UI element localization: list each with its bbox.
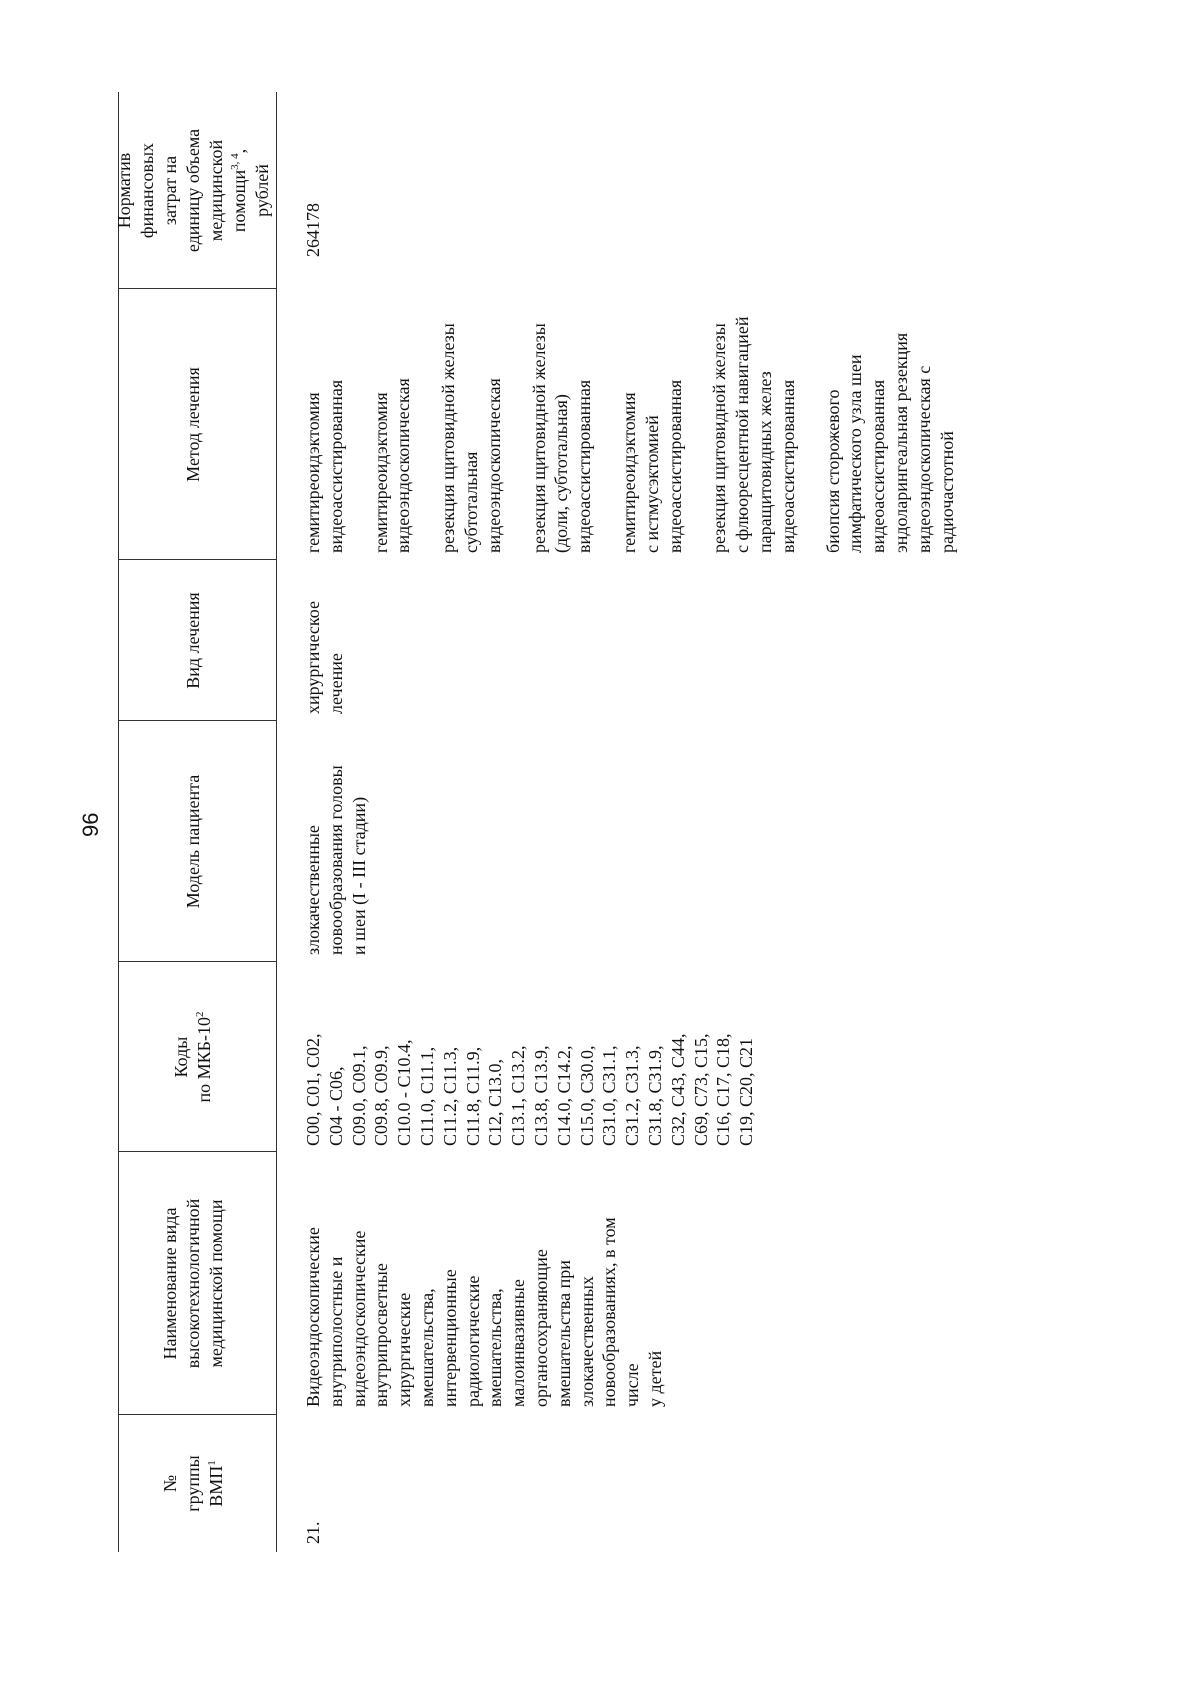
row-treatment-method: гемитиреоидэктомия видеоассистированная гемитиреоидэктомия видеоэндоскопическая резекция щитовидной железы субтотальная видеоэндоскопическая резекция щитовидной железы (доли, субтотальная) видеоассистированная гемитиреоидэктомия с истмусэктомией видеоассистированная резекция щитовидной железы с флюоресцентной навигацией паращитовидных желез видеоассистированная биопсия сторожевого лимфатического узла шеи видеоассистированная эндоларингеальная резекция видеоэндоскопическая с радиочастотной [303,316,957,553]
row-care-type: Видеоэндоскопические внутриполостные и видеоэндоскопические внутрипросветные хирургические вмешательства, интервенционные радиологические вмешательства, малоинвазивные органосохраняющие вмешательства при злокачественных новообразованиях, в том числе у детей [303,1217,665,1407]
header-cell-treatment-type [118,560,268,721]
header-line: Вид лечения [182,592,203,689]
header-cell-care-type [118,1152,268,1415]
header-line: группы [182,1455,203,1512]
row-group-number: 21. [303,1521,323,1544]
row-icd-codes: C00, C01, C02, C04 - C06, C09.0, C09.1, C09.8, C09.9, C10.0 - C10.4, C11.0, C11.1, C11.2, C11.3, C11.8, C11.9, C12, C13.0, C13.1, C13.2, C13.8, C13.9, C14.0, C14.2, C15.0, C30.0, C31.0, C31.1, C31.2, C31.3, C31.8, C31.9, C32, C43, C44, C69, C73, C15, C16, C17, C18, C19, C20, C21 [303,1033,757,1146]
header-line: по МКБ-$10^2$ [194,1011,214,1103]
header-line: № [159,1474,180,1493]
header-line: рублей [251,164,272,217]
header-line: высокотехнологичной [182,1198,203,1369]
header-line: единицу объема медицинской [182,128,226,253]
header-line: Наименование вида [159,1207,180,1360]
row-cost-standard: 264178 [303,203,323,257]
header-line: Коды [171,1036,191,1078]
header-cell-icd-codes [118,962,268,1152]
header-cell-group-number [118,1415,268,1552]
header-cell-patient-model [118,721,268,962]
header-bottom-rule [276,92,277,1552]
row-patient-model: злокачественные новообразования головы и шеи (I - III стадии) [303,765,369,955]
header-line: помощи$^{3, 4}$, [228,148,249,233]
page-number: 96 [78,812,103,837]
header-cell-cost-standard [113,92,272,289]
header-line: Норматив [113,152,134,229]
header-line: затрат на [159,155,180,226]
row-treatment-type: хирургическое лечение [303,601,346,714]
header-line: Модель пациента [182,774,203,909]
header-line: медицинской помощи [205,1199,226,1368]
header-line: ВМП$^1$ [205,1460,226,1507]
header-line: Метод лечения [182,367,203,482]
header-cell-treatment-method [118,289,268,560]
header-line: финансовых [136,142,157,239]
